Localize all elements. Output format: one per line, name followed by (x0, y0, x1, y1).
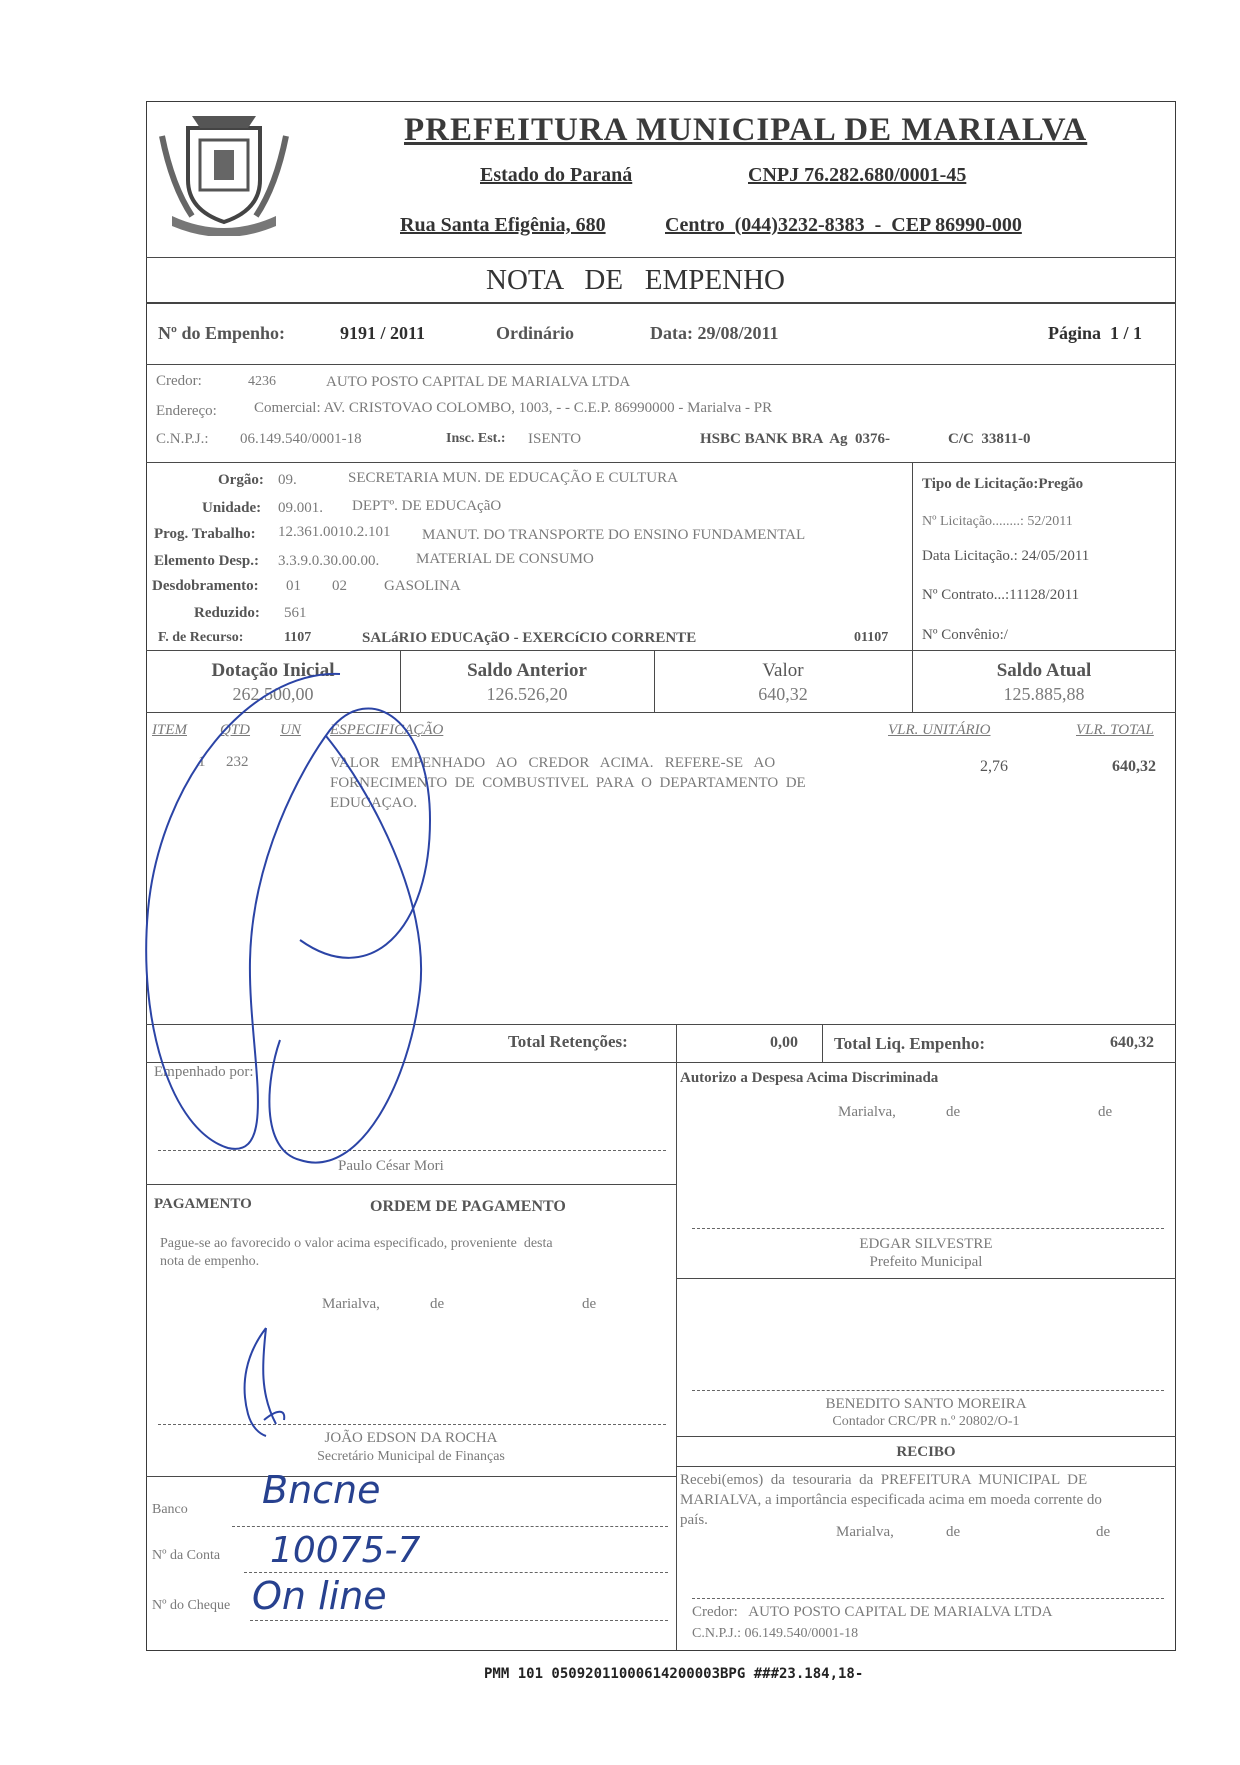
unidade-name: DEPTº. DE EDUCAçãO (352, 498, 502, 514)
divider (822, 1024, 823, 1062)
address-value: Comercial: AV. CRISTOVAO COLOMBO, 1003, - - C.E.P. 86990000 - Marialva - PR (254, 400, 773, 416)
recibo-credor: Credor: AUTO POSTO CAPITAL DE MARIALVA LTDA (692, 1604, 1053, 1620)
credor-name: AUTO POSTO CAPITAL DE MARIALVA LTDA (326, 374, 631, 390)
divider (146, 364, 1176, 365)
licitacao-number: Nº Licitação........: 52/2011 (922, 514, 1073, 529)
prefeito-nome: EDGAR SILVESTRE (859, 1236, 993, 1252)
contador-cargo: Contador CRC/PR n.º 20802/O-1 (832, 1414, 1020, 1429)
valor-label: Valor (762, 660, 804, 681)
signature-scribble (130, 660, 450, 1180)
divider (676, 1024, 677, 1062)
unidade-label: Unidade: (202, 500, 262, 516)
pagamento-de-2: de (582, 1296, 597, 1312)
pagamento-text-1: Pague-se ao favorecido o valor acima especificado, proveniente desta (160, 1236, 553, 1251)
recibo-text-2: MARIALVA, a importância especificada acima em moeda corrente do (680, 1492, 1102, 1508)
divider (912, 462, 913, 650)
org-title: PREFEITURA MUNICIPAL DE MARIALVA (404, 112, 1088, 148)
credor-code: 4236 (248, 374, 276, 389)
valor-value: 640,32 (758, 684, 808, 704)
autorizo-de-2: de (1098, 1104, 1113, 1120)
autorizo-marialva: Marialva, (838, 1104, 896, 1120)
org-street: Rua Santa Efigênia, 680 (400, 214, 606, 236)
item-number: 1 (198, 754, 206, 770)
saldo-anterior-label: Saldo Anterior (467, 660, 587, 681)
autenticacao-mecanica: PMM 101 05092011000614200003BPG ###23.184,18- (484, 1666, 864, 1682)
orgao-name: SECRETARIA MUN. DE EDUCAÇÃO E CULTURA (348, 470, 678, 486)
coat-of-arms-icon (152, 106, 296, 236)
item-qtd: 232 (226, 754, 249, 770)
divider (146, 462, 1176, 463)
desdobramento-label: Desdobramento: (152, 578, 259, 594)
empenhado-nome: Paulo César Mori (338, 1158, 444, 1174)
secretario-nome: JOÃO EDSON DA ROCHA (324, 1430, 498, 1446)
item-total: 640,32 (1112, 758, 1156, 775)
divider (676, 1062, 677, 1650)
pagamento-label: PAGAMENTO (154, 1196, 252, 1212)
item-unit-price: 2,76 (980, 758, 1008, 775)
elemento-label: Elemento Desp.: (154, 553, 259, 569)
dotacao-label: Dotação Inicial (211, 660, 335, 681)
signature-line (158, 1424, 666, 1425)
contador-nome: BENEDITO SANTO MOREIRA (825, 1396, 1027, 1412)
licitacao-type: Tipo de Licitação:Pregão (922, 476, 1084, 492)
elemento-code: 3.3.9.0.30.00.00. (278, 553, 380, 569)
prefeito-cargo: Prefeito Municipal (869, 1254, 983, 1270)
licitacao-date: Data Licitação.: 24/05/2011 (922, 548, 1090, 564)
divider (146, 1184, 676, 1185)
recibo-cnpj: C.N.P.J.: 06.149.540/0001-18 (692, 1626, 859, 1641)
retencoes-value: 0,00 (770, 1034, 798, 1051)
banco-label: Banco (152, 1502, 188, 1517)
recurso-name: SALáRIO EDUCAçãO - EXERCíCIO CORRENTE (362, 630, 697, 646)
convenio-number: Nº Convênio:/ (922, 627, 1008, 643)
page-number: Página 1 / 1 (1048, 323, 1143, 343)
liquido-value: 640,32 (1110, 1034, 1154, 1051)
divider (146, 257, 1176, 258)
cheque-handwritten: On line (252, 1574, 387, 1618)
item-spec-line-3: EDUCAÇAO. (330, 795, 418, 811)
prog-label: Prog. Trabalho: (154, 526, 256, 542)
signature-line (692, 1598, 1164, 1599)
ordem-pagamento-label: ORDEM DE PAGAMENTO (370, 1198, 566, 1215)
address-label: Endereço: (156, 403, 217, 419)
prog-code: 12.361.0010.2.101 (278, 524, 391, 540)
field-line (250, 1620, 668, 1621)
elemento-name: MATERIAL DE CONSUMO (416, 551, 594, 567)
signature-line (692, 1228, 1164, 1229)
reduzido-value: 561 (284, 605, 307, 621)
field-line (244, 1572, 668, 1573)
dotacao-value: 262.500,00 (232, 684, 314, 704)
reduzido-label: Reduzido: (194, 605, 260, 621)
secretario-cargo: Secretário Municipal de Finanças (317, 1449, 505, 1464)
recibo-de-1: de (946, 1524, 961, 1540)
recurso-code: 1107 (284, 630, 312, 645)
recibo-title: RECIBO (896, 1444, 956, 1460)
document-title: NOTA DE EMPENHO (486, 264, 785, 296)
divider (676, 1466, 1176, 1467)
divider (676, 1436, 1176, 1437)
empenho-number-label: Nº do Empenho: (158, 323, 285, 343)
col-total-header: VLR. TOTAL (1076, 722, 1154, 738)
autorizo-de-1: de (946, 1104, 961, 1120)
recibo-marialva: Marialva, (836, 1524, 894, 1540)
divider (146, 1476, 676, 1477)
cnpj-value: 06.149.540/0001-18 (240, 431, 362, 447)
org-cnpj: CNPJ 76.282.680/0001-45 (748, 164, 967, 186)
org-contact: Centro (044)3232-8383 - CEP 86990-000 (665, 214, 1022, 236)
cnpj-label: C.N.P.J.: (156, 431, 209, 447)
saldo-atual-label: Saldo Atual (996, 660, 1092, 681)
recurso-label: F. de Recurso: (158, 630, 244, 645)
desdobramento-2: 02 (332, 578, 347, 594)
saldo-anterior-value: 126.526,20 (486, 684, 568, 704)
desdobramento-1: 01 (286, 578, 301, 594)
col-un-header: UN (280, 722, 301, 738)
credor-label: Credor: (156, 373, 202, 389)
pagamento-de-1: de (430, 1296, 445, 1312)
signature-secretario (236, 1324, 296, 1444)
item-spec-line-2: FORNECIMENTO DE COMBUSTIVEL PARA O DEPARTAMENTO DE (330, 775, 806, 791)
conta-label: Nº da Conta (152, 1548, 221, 1563)
pagamento-marialva: Marialva, (322, 1296, 380, 1312)
empenho-type: Ordinário (496, 323, 575, 343)
liquido-label: Total Liq. Empenho: (834, 1034, 985, 1053)
recibo-text-3: país. (680, 1512, 708, 1528)
divider (146, 302, 1176, 304)
pagamento-text-2: nota de empenho. (160, 1254, 260, 1269)
col-unitario-header: VLR. UNITÁRIO (888, 722, 991, 738)
col-qtd-header: QTD (220, 722, 251, 738)
retencoes-label: Total Retenções: (508, 1032, 628, 1051)
account-info: C/C 33811-0 (948, 431, 1031, 447)
item-spec-line-1: VALOR EMPENHADO AO CREDOR ACIMA. REFERE-SE AO (330, 755, 776, 771)
insc-label: Insc. Est.: (446, 431, 506, 446)
col-especificacao-header: ESPECIFICAÇÃO (330, 722, 444, 738)
empenho-date: Data: 29/08/2011 (650, 323, 779, 343)
col-item-header: ITEM (152, 722, 187, 738)
recurso-id: 01107 (854, 630, 889, 645)
orgao-label: Orgão: (218, 472, 264, 488)
empenhado-por-label: Empenhado por: (154, 1064, 254, 1080)
divider (676, 1278, 1176, 1279)
recibo-text-1: Recebi(emos) da tesouraria da PREFEITURA MUNICIPAL DE (680, 1472, 1088, 1488)
orgao-code: 09. (278, 472, 297, 488)
insc-value: ISENTO (528, 431, 582, 447)
cheque-label: Nº do Cheque (152, 1598, 231, 1613)
desdobramento-name: GASOLINA (384, 578, 461, 594)
prog-name: MANUT. DO TRANSPORTE DO ENSINO FUNDAMENTAL (422, 527, 806, 543)
org-state: Estado do Paraná (480, 164, 633, 186)
conta-handwritten: 10075-7 (270, 1530, 421, 1571)
unidade-code: 09.001. (278, 500, 323, 516)
saldo-atual-value: 125.885,88 (1003, 684, 1085, 704)
empenho-number: 9191 / 2011 (340, 323, 426, 343)
banco-handwritten: Bncne (262, 1468, 381, 1512)
recibo-de-2: de (1096, 1524, 1111, 1540)
divider (146, 650, 1176, 651)
autorizo-text: Autorizo a Despesa Acima Discriminada (680, 1070, 939, 1086)
field-line (232, 1526, 668, 1527)
contract-number: Nº Contrato...:11128/2011 (922, 587, 1080, 603)
signature-line (692, 1390, 1164, 1391)
bank-info: HSBC BANK BRA Ag 0376- (700, 431, 891, 447)
